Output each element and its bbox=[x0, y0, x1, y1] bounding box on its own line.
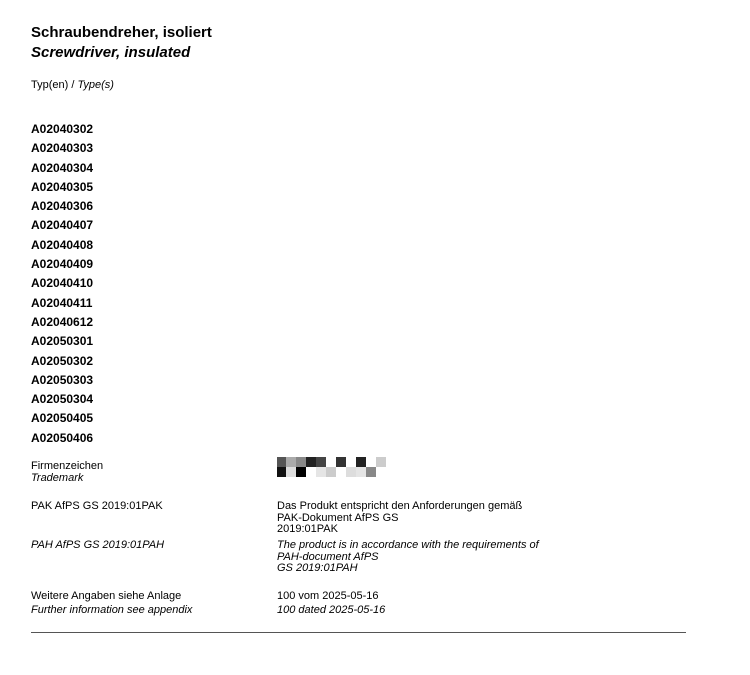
type-item: A02050304 bbox=[31, 392, 94, 407]
type-item: A02040410 bbox=[31, 276, 94, 291]
type-item: A02040407 bbox=[31, 218, 94, 233]
appendix-label-de: Weitere Angaben siehe Anlage bbox=[31, 590, 182, 602]
type-item: A02040612 bbox=[31, 314, 94, 329]
type-item: A02040305 bbox=[31, 179, 94, 194]
standard-label-en: PAH AfPS GS 2019:01PAH bbox=[31, 539, 165, 551]
appendix-label-en: Further information see appendix bbox=[31, 604, 193, 616]
type-item: A02040409 bbox=[31, 257, 94, 272]
bottom-divider bbox=[31, 632, 686, 633]
type-item: A02050303 bbox=[31, 372, 94, 387]
standard-text-de: Das Produkt entspricht den Anforderungen gemäß PAK-Dokument AfPS GS 2019:01PAK bbox=[277, 500, 523, 535]
standard-text-en: The product is in accordance with the requirements of PAH-document AfPS GS 2019:01PAH bbox=[277, 539, 539, 574]
page-title: Schraubendreher, isoliert bbox=[31, 24, 212, 41]
types-label-de: Typ(en) / bbox=[31, 79, 75, 91]
trademark-label-en: Trademark bbox=[31, 472, 84, 484]
appendix-value-en: 100 dated 2025-05-16 bbox=[277, 604, 386, 616]
type-item: A02040302 bbox=[31, 122, 94, 136]
type-item: A02040408 bbox=[31, 237, 94, 252]
types-label-en: Type(s) bbox=[77, 79, 114, 91]
type-item: A02050406 bbox=[31, 430, 94, 445]
appendix-value-de: 100 vom 2025-05-16 bbox=[277, 590, 379, 602]
type-item: A02040411 bbox=[31, 295, 93, 310]
type-item: A02050405 bbox=[31, 411, 94, 426]
type-list bbox=[31, 121, 93, 449]
type-item: A02040304 bbox=[31, 160, 94, 175]
standard-label-de: PAK AfPS GS 2019:01PAK bbox=[31, 500, 163, 512]
type-item: A02050301 bbox=[31, 334, 94, 349]
trademark-label-de: Firmenzeichen bbox=[31, 460, 104, 472]
type-item: A02040306 bbox=[31, 199, 94, 214]
page-title-english: Screwdriver, insulated bbox=[31, 44, 191, 61]
types-label bbox=[31, 79, 114, 91]
type-item: A02040303 bbox=[31, 141, 94, 156]
type-item: A02050302 bbox=[31, 353, 94, 368]
trademark-logo-image bbox=[277, 457, 389, 477]
